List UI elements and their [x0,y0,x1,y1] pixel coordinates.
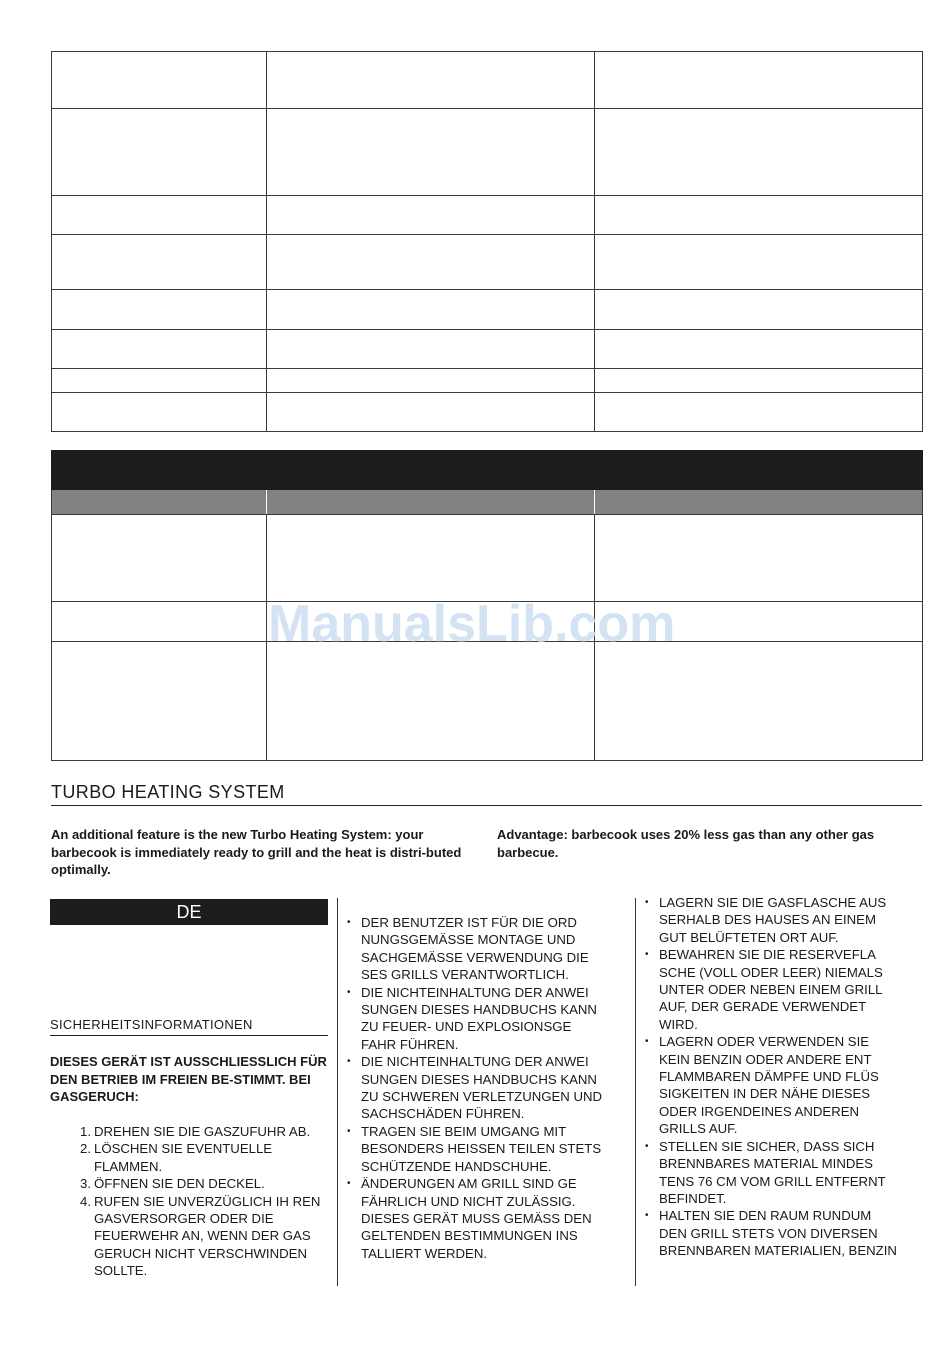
table-cell [52,52,267,109]
bullet-text: STELLEN SIE SICHER, DASS SICH BRENNBARES MATERIAL MINDES TENS 76 CM VOM GRILL ENTFERNT BEFINDET. [659,1138,886,1206]
table-row [52,52,923,109]
step-number: 3. [80,1176,91,1192]
table-cell [52,109,267,196]
table-subheader-cell [52,490,267,515]
column-divider [337,898,338,1286]
table-cell [267,109,595,196]
table-cell [595,196,923,235]
list-item [75,1140,335,1175]
bullet-text: TRAGEN SIE BEIM UMGANG MIT BESONDERS HEISSEN TEILEN STETS SCHÜTZENDE HANDSCHUHE. [361,1123,602,1174]
table-cell [267,290,595,330]
table-cell [267,330,595,369]
table-subheader-cell [595,490,923,515]
list-item [645,1138,935,1208]
table-cell [267,515,595,602]
table-row [52,330,923,369]
list-item [75,1175,335,1192]
step-text: LÖSCHEN SIE EVENTUELLE FLAMMEN. [94,1141,273,1174]
table-cell [595,290,923,330]
table-cell [595,393,923,432]
bullet-icon: • [347,1178,351,1190]
intro-paragraph-right: Advantage: barbecook uses 20% less gas than any other gas barbecue. [497,827,875,860]
table-cell [267,52,595,109]
warning-text: DIESES GERÄT IST AUSSCHLIESSLICH FÜR DEN BETRIEB IM FREIEN BE-STIMMT. BEI GASGERUCH: [50,1054,327,1104]
column-divider [635,898,636,1286]
step-text: RUFEN SIE UNVERZÜGLICH IH REN GASVERSORGER ODER DIE FEUERWEHR AN, WENN DER GAS GERUCH NICHT VERSCHWINDEN SOLLTE. [94,1193,321,1279]
bullet-text: DER BENUTZER IST FÜR DIE ORD NUNGSGEMÄSSE MONTAGE UND SACHGEMÄSSE VERWENDUNG DIE SES GRILLS VERANTWORTLICH. [361,915,589,983]
table-row [52,369,923,393]
table-cell [595,235,923,290]
table-subheader-cell [267,490,595,515]
list-item [75,1193,335,1280]
list-item [347,914,632,984]
table-row [52,393,923,432]
bullet-icon: • [347,1056,351,1068]
bullet-icon: • [347,986,351,998]
table-row [52,642,923,761]
bullet-icon: • [645,1140,649,1152]
step-number: 2. [80,1141,91,1157]
table-cell [595,109,923,196]
table-cell [267,235,595,290]
table-header-band [52,451,923,490]
language-tab: DE [50,899,328,925]
table-cell [595,330,923,369]
watermark: ManualsLib.com [268,595,676,653]
table-cell [52,369,267,393]
bullet-text: HALTEN SIE DEN RAUM RUNDUM DEN GRILL STETS VON DIVERSEN BRENNBAREN MATERIALIEN, BENZIN [659,1208,897,1259]
bullet-icon: • [645,1036,649,1048]
table-cell [267,369,595,393]
list-item [75,1123,335,1140]
table-cell [52,290,267,330]
bullet-text: BEWAHREN SIE DIE RESERVEFLA SCHE (VOLL ODER LEER) NIEMALS UNTER ODER NEBEN EINEM GRILL AUF, DER GERADE VERWENDET WIRD. [659,947,883,1032]
table-cell [52,602,267,642]
table-cell [52,642,267,761]
emergency-steps [75,1123,335,1280]
table-row [52,235,923,290]
table-header-cell [52,451,923,490]
list-item [645,1033,935,1137]
step-text: DREHEN SIE DIE GASZUFUHR AB. [94,1124,311,1139]
table-row [52,196,923,235]
list-item [347,1053,632,1123]
intro-paragraph-left: An additional feature is the new Turbo Heating System: your barbecook is immediately ready to grill and the heat is distri-buted optimally. [51,827,462,877]
table-cell [267,642,595,761]
bullet-text: LAGERN ODER VERWENDEN SIE KEIN BENZIN ODER ANDERE ENT FLAMMBAREN DÄMPFE UND FLÜS SIGKEITEN IN DER NÄHE DIESES ODER IRGENDEINES ANDEREN GRILLS AUF. [659,1034,879,1137]
bullet-text: LAGERN SIE DIE GASFLASCHE AUS SERHALB DES HAUSES AN EINEM GUT BELÜFTETEN ORT AUF. [659,895,887,945]
bullet-icon: • [645,897,649,908]
list-item [347,1123,632,1175]
table-cell [52,393,267,432]
table-cell [267,196,595,235]
table-row [52,515,923,602]
safety-heading: SICHERHEITSINFORMATIONEN [50,1017,328,1036]
table-cell [595,52,923,109]
table-row [52,290,923,330]
list-item [645,946,935,1033]
section-title: TURBO HEATING SYSTEM [51,782,922,806]
step-number: 4. [80,1193,91,1209]
list-item [347,984,632,1054]
bullet-icon: • [645,949,649,961]
table-cell [52,235,267,290]
bullet-text: ÄNDERUNGEN AM GRILL SIND GE FÄHRLICH UND NICHT ZULÄSSIG. DIESES GERÄT MUSS GEMÄSS DEN GELTENDEN BESTIMMUNGEN INS TALLIERT WERDEN. [361,1176,592,1261]
table-cell [595,369,923,393]
bullet-icon: • [645,1210,649,1222]
list-item [645,1207,935,1259]
table-subheader-row [52,490,923,515]
spec-table-top [51,51,923,432]
table-cell [595,642,923,761]
table-cell [52,515,267,602]
bullet-text: DIE NICHTEINHALTUNG DER ANWEI SUNGEN DIESES HANDBUCHS KANN ZU SCHWEREN VERLETZUNGEN UND SACHSCHÄDEN FÜHREN. [361,1054,603,1122]
table-row [52,109,923,196]
safety-bullets-right [645,894,935,1260]
safety-bullets-middle [347,914,632,1262]
table-cell [267,393,595,432]
bullet-icon: • [347,917,351,928]
list-item [347,1175,632,1262]
bullet-text: DIE NICHTEINHALTUNG DER ANWEI SUNGEN DIESES HANDBUCHS KANN ZU FEUER- UND EXPLOSIONSGE FAHR FÜHREN. [361,984,597,1052]
list-item [645,894,935,946]
table-cell [52,330,267,369]
step-number: 1. [80,1124,91,1139]
bullet-icon: • [347,1125,351,1137]
table-cell [52,196,267,235]
step-text: ÖFFNEN SIE DEN DECKEL. [94,1176,265,1192]
table-cell [595,515,923,602]
